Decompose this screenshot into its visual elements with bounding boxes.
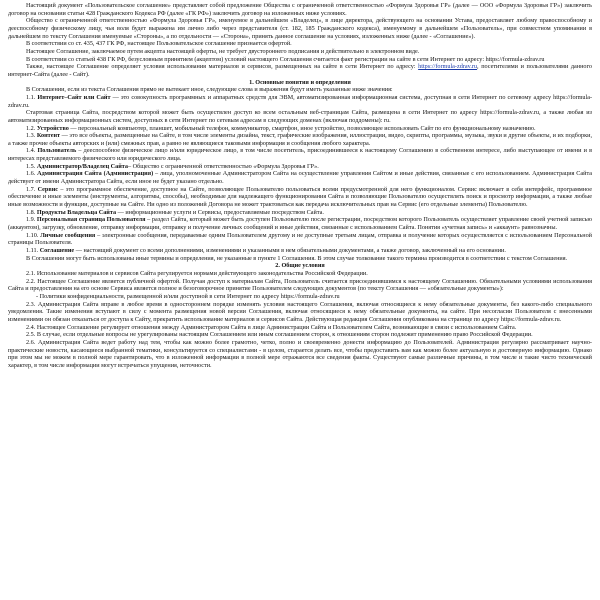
paragraph-text: В соответствии со статьей 438 ГК РФ, безусловным принятием (акцептом) условий настоящего Соглашения считается факт регистрации на сайте в сети Интернет по адресу: https://formula-zdrav.ru <box>26 55 545 63</box>
document-paragraph <box>8 232 592 247</box>
paragraph-text: – это программное обеспечение, доступное на Сайте, позволяющее Пользователю пользоваться всеми предусмотренной для него функционалом. Сервис включает в себя интерфейс, программное обеспечение и иные элементы (инструменты, алгоритмы, способы), необходимые для надлежащего функционирования Сайта и позволяющие Пользователю осуществлять поиск и просмотр информации, а также любые иные возможности и функции, доступные на Сайте. Ни одно из положений Договора не может трактоваться как передача исключительных прав на Сервис (его отдельные элементы) Пользователю. <box>8 185 593 209</box>
paragraph-text: Настоящее Соглашение, заключаемое путем акцепта настоящей оферты, не требует двустороннего подписания и действительно в электронном виде. <box>26 47 420 55</box>
document-paragraph <box>8 216 592 231</box>
defined-term: Устройство <box>36 124 69 132</box>
paragraph-text: 2.2. Настоящее Соглашение является публичной офертой. Получая доступ к материалам Сайта, Пользователь считается присоединившимся к настоящему Соглашению. Обязательными условиями использования Сайта и предоставления на его основе Сервиса является полное и безоговорочное принятие Пользователем следующих документов (по тексту Соглашения — «обязательные документы»): <box>8 277 592 293</box>
document-paragraph <box>8 170 592 185</box>
defined-term: Контент <box>36 132 61 140</box>
defined-term: Пользователь <box>37 147 77 155</box>
paragraph-text: – лица, уполномоченные Администратором Сайта на осуществление управления Сайтом и иные действия, связанные с его использованием. Администрация Сайта действует от имени Администратора Сайта, если иное не будет указано отдельно. <box>8 170 592 186</box>
defined-term: Продукты Владельца Сайта <box>36 208 117 216</box>
defined-term: Личные сообщения <box>40 231 96 239</box>
section-heading <box>8 262 592 270</box>
document-paragraph <box>8 339 592 370</box>
paragraph-text: Общество с ограниченной ответственностью «Формула Здоровья ГР», именуемое в дальнейшем «Владелец», в лице директора, действующего на основании Устава, предоставляет любому правоспособному и дееспособному физическому лицу, чья воля будет выражена им лично либо через представителя (ст. 182, 185 Гражданского кодекса), именуемому в дальнейшем «Пользователь», при совместном упоминании в дальнейшем по тексту Соглашения именуемые «Стороны», а по отдельности — «Сторона», принять данное соглашение на условиях, изложенных ниже (далее - «Соглашение»). <box>8 17 592 40</box>
paragraph-text: — это все объекты, размещенные на Сайте, в том числе элементы дизайна, текст, графические изображения, иллюстрации, видео, скрипты, программы, музыка, звуки и другие объекты, и их подборки, а также прочие объекты авторских и (или) смежных прав, а равно не являющиеся таковыми информация и сообщения любого характера. <box>8 132 592 147</box>
paragraph-text: 1.8. <box>26 208 37 216</box>
document-paragraph <box>8 2 592 17</box>
document-paragraph <box>8 255 592 263</box>
paragraph-text: 1.9. <box>26 216 37 224</box>
defined-term: Интернет–Сайт или Сайт <box>37 93 111 101</box>
paragraph-text: 1. Основные понятия и определения <box>249 78 351 86</box>
site-link[interactable]: https://formula-zdrav.ru <box>418 63 478 71</box>
paragraph-text: – раздел Сайта, который может быть доступен Пользователю после регистрации, посредством которого Пользователь осуществляет управление своей учетной записью (аккаунтом), загрузку, обновление, отправку информации, отправку и получение личных сообщений и иные действия, связанные с использованием Сайта. Понятия «учетная запись» и «аккаунт» равнозначны. <box>8 216 593 232</box>
paragraph-text: Настоящий документ «Пользовательское соглашение» представляет собой предложение Общества с ограниченной ответственностью «Формула Здоровья ГР» (далее — ООО «Формула Здоровья ГР») заключить договор на основании статьи 428 Гражданского Кодекса РФ (далее «ГК РФ») заключить договор на изложенных ниже условиях. <box>8 2 592 17</box>
paragraph-text: Стартовая страница Сайта, посредством которой может быть осуществлен доступ ко всем остальным веб-страницам Сайта, размещена в сети Интернет по адресу https://formula-zdrav.ru, а также любая из автоматизированных информационных систем, доступных в сети Интернет по сетевым адресам в следующих доменах (включая поддомены): ru. <box>8 109 592 124</box>
paragraph-text: – дееспособное физическое лицо и/или юридическое лицо, в том числе посетитель, присоединившееся к настоящему Соглашению в собственном интересе, либо выступающее от имени и в интересах представляемого физического или юридического лица. <box>8 147 593 163</box>
paragraph-text: Также, настоящее Соглашение определяет условия использования материалов и сервисов, размещенных на сайте в сети Интернет по адресу: <box>26 63 419 71</box>
document-paragraph <box>8 109 592 124</box>
paragraph-text: 1.11. <box>26 247 40 254</box>
document-paragraph <box>8 94 592 109</box>
paragraph-text: 1.5. <box>26 162 37 170</box>
document-paragraph <box>8 48 592 56</box>
defined-term: Соглашение <box>39 247 75 254</box>
defined-term: Администрация Сайта (Администрация) <box>37 170 154 178</box>
paragraph-text: 2.3. Администрация Сайта вправе в любое время в одностороннем порядке изменять условия настоящего Соглашения, включая относящиеся к нему обязательные документы, без какого-либо специального уведомления. Такие изменения вступают в силу с момента размещения новой версии Соглашения, включая относящиеся к нему обязательные документы, на сайте. При несогласии Пользователя с внесенными изменениями он обязан отказаться от доступа к Сайту, прекратить использование материалов и сервисов Сайта. Действующая редакция Соглашения опубликована на странице по адресу https://formula-zdrav.ru. <box>8 300 592 323</box>
document-paragraph <box>8 270 592 278</box>
document-paragraph <box>8 132 592 147</box>
paragraph-text: 2.1. Использование материалов и сервисов Сайта регулируется нормами действующего законодательства Российской Федерации. <box>26 269 368 277</box>
document-paragraph <box>8 40 592 48</box>
defined-term: Администратор/Владелец Сайта <box>36 162 129 170</box>
defined-term: Персональная страница Пользователя <box>36 216 146 224</box>
paragraph-text: 2. Общие условия <box>275 262 325 270</box>
paragraph-text: — это совокупность программных и аппаратных средств для ЭВМ, автоматизированная информационная система, доступная в сети Интернет по сетевому адресу https://formula-zdrav.ru. <box>8 93 593 109</box>
paragraph-text: 1.4. <box>26 147 38 155</box>
paragraph-text: 2.5. В случае, если отдельные вопросы не урегулированы настоящим Соглашением или иным соглашением сторон, к отношениям сторон подлежит применению право Российской Федерации. <box>26 331 533 339</box>
paragraph-text: В Соглашении, если из текста Соглашения прямо не вытекает иное, следующие слова и выражения будут иметь указанные ниже значения: <box>26 86 393 94</box>
document-paragraph <box>8 301 592 324</box>
paragraph-text: - Политики конфиденциальности, размещенной и/или доступной в сети Интернет по адресу https://formula-zdrav.ru <box>36 292 340 300</box>
paragraph-text: 1.3. <box>26 132 37 140</box>
document-paragraph <box>8 86 592 94</box>
paragraph-text: 1.2. <box>26 124 37 132</box>
document-paragraph <box>8 147 592 162</box>
document-paragraph <box>8 293 592 301</box>
document-paragraph <box>8 163 592 171</box>
document-paragraph <box>8 125 592 133</box>
document-paragraph <box>8 186 592 209</box>
paragraph-text: , посетителями и пользователями данного интернет-Сайта (далее - Сайт). <box>8 63 592 78</box>
document-paragraph <box>8 278 592 293</box>
paragraph-text: — персональный компьютер, планшет, мобильный телефон, коммуникатор, смартфон, иное устройство, позволяющее использовать Сайт по его функциональному назначению. <box>68 124 536 132</box>
paragraph-text: В Соглашении могут быть использованы иные термины и определения, не указанные в пункте 1 Соглашения. В этом случае толкование такого термина производится в соответствии с текстом Соглашения. <box>26 254 568 262</box>
paragraph-text: 1.7. <box>26 185 38 193</box>
document-paragraph <box>8 324 592 332</box>
paragraph-text: – электронные сообщения, передаваемые одним Пользователем другому и не доступные третьим лицам, отправка и получение которых осуществляется с использованием Персональной страницы Пользователя. <box>8 231 592 247</box>
paragraph-text: В соответствии со ст. 435, 437 ГК РФ, настоящее Пользовательское соглашение признается офертой. <box>26 40 292 48</box>
document-body <box>8 2 592 370</box>
defined-term: Сервис <box>37 185 59 193</box>
document-paragraph <box>8 331 592 339</box>
paragraph-text: — настоящий документ со всеми дополнениями, изменениями и указанными в нем обязательными документами, а также договор, заключенный на его основании. <box>74 247 506 254</box>
document-paragraph <box>8 56 592 64</box>
paragraph-text: 1.6. <box>26 170 38 178</box>
document-paragraph <box>8 17 592 40</box>
paragraph-text: — информационные услуги и Сервисы, предоставляемые посредством Сайта. <box>116 208 324 216</box>
paragraph-text: 2.4. Настоящее Соглашение регулирует отношения между Администратором Сайта в лице Администрации Сайта и Пользователем Сайта, возникающие в связи с использованием Сайта. <box>26 323 517 331</box>
section-heading <box>8 79 592 87</box>
document-paragraph <box>8 209 592 217</box>
document-paragraph <box>8 63 592 78</box>
paragraph-text: 2.6. Администрация Сайта ведет работу над тем, чтобы как можно более грамотно, четко, полно и своевременно донести информацию до Пользователей. Администрация регулярно рассматривает научно-практические новости, касающиеся выбранной тематики, консультируется со специалистами - в целом, старается делать все, чтобы предоставить вам как можно более актуальную и достоверную информацию. Однако при этом мы не можем в полной мере гарантировать, что в изложенной информации в полной мере отражаются все сведения факты. Существуют самые различные причины, в том числе и такие чисто технический характер, в том числе информации могут встречаться упущения, неточности. <box>8 338 592 369</box>
document-paragraph <box>8 247 592 255</box>
paragraph-text: – Общество с ограниченной ответственностью «Формула Здоровья ГР». <box>128 162 319 170</box>
paragraph-text: 1.10. <box>26 231 41 239</box>
paragraph-text: 1.1. <box>26 93 38 101</box>
